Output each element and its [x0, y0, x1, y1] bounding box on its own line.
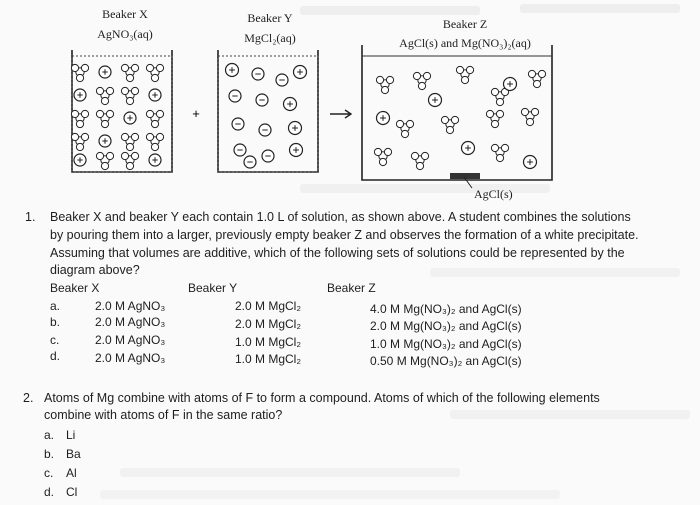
magnesium-ion-icon — [294, 66, 307, 79]
q2-number: 2. — [23, 391, 34, 405]
option-letter: b. — [50, 315, 61, 329]
magnesium-ion-icon — [289, 122, 302, 135]
chloride-ion-icon — [276, 74, 288, 86]
option-beaker-x: 2.0 M AgNO₃ — [95, 299, 166, 313]
bleed-through-mark — [430, 268, 680, 277]
silver-ion-icon — [99, 135, 111, 147]
option-letter: c. — [44, 466, 54, 480]
q1-header-y: Beaker Y — [188, 281, 238, 295]
chloride-ion-icon — [262, 150, 274, 162]
option-beaker-x: 2.0 M AgNO₃ — [95, 315, 166, 329]
nitrate-ion-icon — [521, 108, 538, 125]
option-beaker-z: 4.0 M Mg(NO₃)₂ and AgCl(s) — [370, 302, 522, 316]
chloride-ion-icon — [256, 94, 268, 106]
nitrate-ion-icon — [146, 110, 163, 127]
nitrate-ion-icon — [121, 87, 138, 104]
beaker-x-formula: AgNO₃(aq) — [97, 27, 153, 41]
nitrate-ion-icon — [146, 64, 163, 81]
chloride-ion-icon — [232, 118, 244, 130]
q1-line-2: by pouring them into a larger, previously empty beaker Z and observes the formation of a white precipitate. — [50, 228, 639, 242]
magnesium-ion-icon — [226, 64, 239, 77]
option-beaker-y: 1.0 M MgCl₂ — [235, 335, 302, 349]
option-letter: d. — [50, 349, 61, 363]
nitrate-ion-icon — [411, 152, 428, 169]
nitrate-ion-icon — [528, 70, 545, 87]
option-beaker-z: 1.0 M Mg(NO₃)₂ and AgCl(s) — [370, 337, 522, 351]
nitrate-ion-icon — [71, 110, 88, 127]
bleed-through-mark — [120, 468, 460, 477]
nitrate-ion-icon — [96, 110, 113, 127]
q1-line-3: Assuming that volumes are additive, which of the following sets of solutions could be represented by the — [50, 246, 625, 260]
nitrate-ion-icon — [413, 72, 430, 89]
reaction-arrow-icon — [330, 110, 351, 118]
option-beaker-z: 2.0 M Mg(NO₃)₂ and AgCl(s) — [370, 319, 522, 333]
nitrate-ion-icon — [441, 116, 458, 133]
nitrate-ion-icon — [376, 76, 393, 93]
magnesium-ion-icon — [524, 156, 537, 169]
q1-header-z: Beaker Z — [327, 281, 376, 295]
nitrate-ion-icon — [396, 120, 413, 137]
nitrate-ion-icon — [96, 152, 113, 169]
magnesium-ion-icon — [284, 98, 297, 111]
bleed-through-mark — [100, 490, 560, 499]
magnesium-ion-icon — [462, 142, 475, 155]
nitrate-ion-icon — [121, 133, 138, 150]
option-letter: a. — [44, 428, 55, 442]
option-letter: a. — [50, 299, 61, 313]
option-beaker-z: 0.50 M Mg(NO₃)₂ an AgCl(s) — [370, 354, 522, 368]
option-letter: d. — [44, 485, 55, 499]
option-text: Li — [66, 428, 76, 442]
plus-sign: + — [192, 106, 200, 121]
nitrate-ion-icon — [121, 64, 138, 81]
q1-line-1: Beaker X and beaker Y each contain 1.0 L of solution, as shown above. A student combines the solutions — [50, 210, 631, 224]
particles — [71, 64, 545, 170]
silver-ion-icon — [124, 112, 136, 124]
beaker-y-title: Beaker Y — [247, 11, 293, 25]
silver-ion-icon — [74, 154, 86, 166]
magnesium-ion-icon — [429, 94, 442, 107]
option-letter: b. — [44, 447, 55, 461]
option-text: Ba — [66, 447, 81, 461]
nitrate-ion-icon — [456, 66, 473, 83]
magnesium-ion-icon — [290, 144, 303, 157]
chloride-ion-icon — [244, 156, 256, 168]
precipitate-label: AgCl(s) — [474, 187, 513, 201]
nitrate-ion-icon — [146, 133, 163, 150]
beaker-z-title: Beaker Z — [442, 17, 488, 31]
option-text: Cl — [66, 485, 78, 499]
beaker-y-formula: MgCl₂(aq) — [244, 31, 296, 45]
chloride-ion-icon — [234, 144, 246, 156]
option-beaker-x: 2.0 M AgNO₃ — [95, 351, 166, 365]
option-letter: c. — [50, 333, 60, 347]
reaction-diagram — [0, 0, 700, 200]
q1-header-x: Beaker X — [50, 281, 100, 295]
option-beaker-y: 2.0 M MgCl₂ — [235, 317, 302, 331]
nitrate-ion-icon — [491, 88, 508, 105]
beaker-x-title: Beaker X — [102, 7, 148, 21]
magnesium-ion-icon — [377, 112, 390, 125]
q2-line-2: combine with atoms of F in the same ratio? — [44, 408, 283, 422]
nitrate-ion-icon — [121, 152, 138, 169]
nitrate-ion-icon — [491, 144, 508, 161]
option-text: Al — [66, 466, 77, 480]
nitrate-ion-icon — [71, 64, 88, 81]
nitrate-ion-icon — [96, 87, 113, 104]
silver-ion-icon — [149, 89, 161, 101]
q1-line-4: diagram above? — [50, 263, 140, 277]
beaker-z-formula: AgCl(s) and Mg(NO₃)₂(aq) — [399, 36, 531, 50]
option-beaker-y: 2.0 M MgCl₂ — [235, 299, 302, 313]
option-beaker-x: 2.0 M AgNO₃ — [95, 333, 166, 347]
q1-number: 1. — [25, 210, 36, 224]
chloride-ion-icon — [259, 124, 271, 136]
silver-ion-icon — [99, 66, 111, 78]
magnesium-ion-icon — [504, 78, 517, 91]
bleed-through-mark — [450, 410, 690, 419]
nitrate-ion-icon — [486, 110, 503, 127]
chloride-ion-icon — [252, 68, 264, 80]
nitrate-ion-icon — [374, 148, 391, 165]
q2-line-1: Atoms of Mg combine with atoms of F to form a compound. Atoms of which of the following elements — [44, 391, 600, 405]
silver-ion-icon — [149, 154, 161, 166]
option-beaker-y: 1.0 M MgCl₂ — [235, 352, 302, 366]
chloride-ion-icon — [229, 90, 241, 102]
silver-ion-icon — [74, 89, 86, 101]
nitrate-ion-icon — [71, 133, 88, 150]
